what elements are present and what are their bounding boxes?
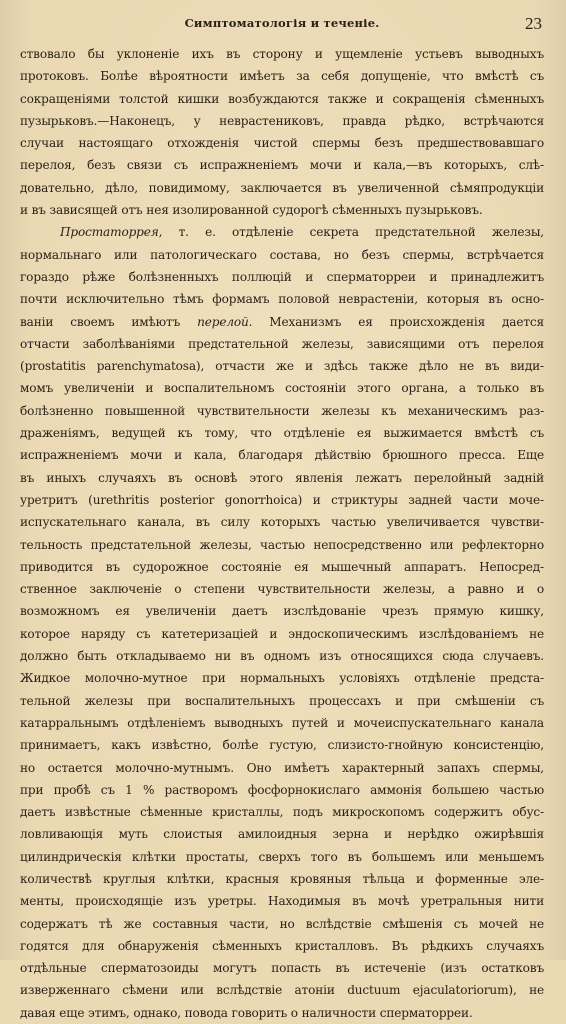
text-line: и въ зависящей отъ нея изолированной судорогѣ сѣменныхъ пузырьковъ. xyxy=(20,203,483,218)
text-line: довательно, дѣло, повидимому, заключается въ увеличенной сѣмяпродукціи xyxy=(20,180,544,195)
text-line: протоковъ. Болѣе вѣроятности имѣетъ за себя допущеніе, что вмѣстѣ съ xyxy=(20,69,544,84)
text-line: которое наряду съ катетеризаціей и эндоскопическимъ изслѣдованіемъ не xyxy=(20,626,544,641)
text-line: содержатъ тѣ же составныя части, но вслѣдствіе смѣшенія съ мочей не xyxy=(20,916,544,931)
text-line: даетъ извѣстные сѣменные кристаллы, подъ микроскопомъ содержитъ обус- xyxy=(20,805,544,820)
text-run: . Механизмъ ея происхожденія дается xyxy=(248,314,544,329)
text-line: возможномъ ея увеличеніи даетъ изслѣдованіе чрезъ прямую кишку, xyxy=(20,604,544,619)
text-line: испускательнаго канала, въ силу которыхъ частью увеличивается чувстви- xyxy=(20,515,544,530)
text-line: тельной железы при воспалительныхъ процессахъ и при смѣшеніи съ xyxy=(20,693,544,708)
text-line: отдѣльные сперматозоиды могутъ попасть въ истеченіе (изъ остатковъ xyxy=(20,961,544,976)
text-run: , т. е. отдѣленіе секрета предстательной железы, xyxy=(158,225,544,240)
text-line: (prostatitis parenchymatosa), отчасти же и здѣсь также дѣло не въ види- xyxy=(20,359,544,374)
text-line: тельность предстательной железы, частью непосредственно или рефлекторно xyxy=(20,537,544,552)
text-line: годятся для обнаруженія сѣменныхъ кристалловъ. Въ рѣдкихъ случаяхъ xyxy=(20,938,544,953)
text-line: менты, происходящіе изъ уретры. Находимыя въ мочѣ уретральныя нити xyxy=(20,894,544,909)
running-head: Симптоматологія и теченіе. xyxy=(184,16,380,30)
text-line: въ иныхъ случаяхъ въ основѣ этого явленія лежатъ перелойный задній xyxy=(20,470,544,485)
text-line: сокращеніями толстой кишки возбуждаются также и сокращенія сѣменныхъ xyxy=(20,91,544,106)
text-line: катарральнымъ отдѣленіемъ выводныхъ путей и мочеиспускательнаго канала xyxy=(20,715,544,730)
text-line: изверженнаго сѣмени или вслѣдствіе атоніи ductuum ejaculatoriorum), не xyxy=(20,983,544,998)
text-line: цилиндрическія клѣтки простаты, сверхъ того въ большемъ или меньшемъ xyxy=(20,849,544,864)
text-line: момъ увеличеніи и воспалительномъ состояніи этого органа, а только въ xyxy=(20,381,544,396)
text-line: но остается молочно-мутнымъ. Оно имѣетъ характерный запахъ спермы, xyxy=(20,760,544,775)
page-header xyxy=(20,14,544,36)
text-line: принимаетъ, какъ извѣстно, болѣе густую, слизисто-гнойную консистенцію, xyxy=(20,738,544,753)
text-line: случаи настоящаго отхожденія чистой спермы безъ предшествовавшаго xyxy=(20,136,544,151)
text-line: пузырьковъ.—Наконецъ, у неврастениковъ, правда рѣдко, встрѣчаются xyxy=(20,113,544,128)
text-line: драженіямъ, ведущей къ тому, что отдѣленіе ея выжимается вмѣстѣ съ xyxy=(20,426,544,441)
text-line: должно быть откладываемо ни въ одномъ изъ относящихся сюда случаевъ. xyxy=(20,649,544,664)
body-text xyxy=(20,43,544,1024)
text-line: приводится въ судорожное состояніе ея мышечный аппаратъ. Непосред- xyxy=(20,559,544,574)
text-line: уретритъ (urethritis posterior gonorrhoica) и стриктуры задней части моче- xyxy=(20,492,544,507)
text-line: гораздо рѣже болѣзненныхъ поллюцій и сперматорреи и принадлежитъ xyxy=(20,269,544,284)
text-line: отчасти заболѣваніями предстательной железы, зависящими отъ перелоя xyxy=(20,336,544,351)
page-number: 23 xyxy=(525,14,542,33)
text-line: количествѣ круглыя клѣтки, красныя кровяныя тѣльца и форменные эле- xyxy=(20,871,544,886)
text-line: болѣзненно повышенной чувствительности железы къ механическимъ раз- xyxy=(20,403,544,418)
text-line: давая еще этимъ, однако, повода говорить о наличности сперматорреи. xyxy=(20,1005,473,1020)
text-line: Жидкое молочно-мутное при нормальныхъ условіяхъ отдѣленіе предста- xyxy=(20,671,544,686)
term-gonorrhea: перелой xyxy=(197,314,249,329)
text-line: ственное заключеніе о степени чувствительности железы, а равно и о xyxy=(20,582,544,597)
text-run: ваніи своемъ имѣютъ xyxy=(20,314,198,329)
text-line: почти исключительно тѣмъ формамъ половой неврастеніи, которыя въ осно- xyxy=(20,292,544,307)
text-line: перелоя, безъ связи съ испражненіемъ мочи и кала,—въ которыхъ, слѣ- xyxy=(20,158,544,173)
text-line: испражненіемъ мочи и кала, благодаря дѣйствію брюшного пресса. Еще xyxy=(20,448,544,463)
text-line: ствовало бы уклоненіе ихъ въ сторону и ущемленіе устьевъ выводныхъ xyxy=(20,47,544,61)
text-line: при пробѣ съ 1 % растворомъ фосфорнокислаго аммонія большею частью xyxy=(20,782,544,797)
term-prostatorrhea: Простаторрея xyxy=(60,225,159,240)
text-line: нормальнаго или патологическаго состава, но безъ спермы, встрѣчается xyxy=(20,247,544,262)
text-line: ловливающія муть слоистыя амилоидныя зерна и нерѣдко ожирѣвшія xyxy=(20,827,544,842)
paragraph-opening-line xyxy=(20,221,544,243)
text-line xyxy=(20,311,544,333)
